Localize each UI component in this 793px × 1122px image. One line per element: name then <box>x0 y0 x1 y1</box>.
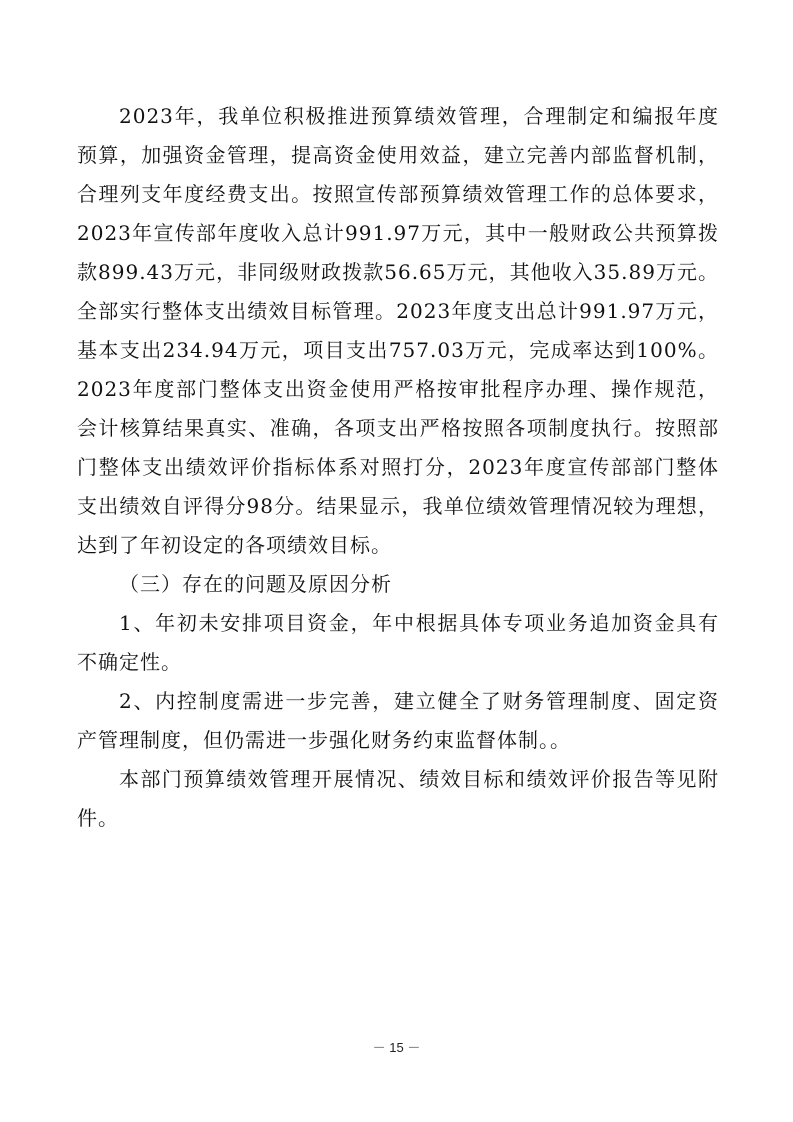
paragraph-closing: 本部门预算绩效管理开展情况、绩效目标和绩效评价报告等见附件。 <box>77 767 719 830</box>
page-number: － 15 － <box>372 1040 421 1055</box>
paragraph-problem-1: 1、年初未安排项目资金，年中根据具体专项业务追加资金具有不确定性。 <box>77 611 719 674</box>
paragraph-performance-summary: 2023年，我单位积极推进预算绩效管理，合理制定和编报年度预算，加强资金管理，提高资金使用效益，建立完善内部监督机制，合理列支年度经费支出。按照宣传部预算绩效管理工作的总体要求，2023年宣传部年度收入总计991.97万元，其中一般财政公共预算拨款899.43万元，非同级财政拨款56.65万元，其他收入35.89万元。全部实行整体支出绩效目标管理。2023年度支出总计991.97万元，基本支出234.94万元，项目支出757.03万元，完成率达到100%。2023年度部门整体支出资金使用严格按审批程序办理、操作规范，会计核算结果真实、准确，各项支出严格按照各项制度执行。按照部门整体支出绩效评价指标体系对照打分，2023年度宣传部部门整体支出绩效自评得分98分。结果显示，我单位绩效管理情况较为理想，达到了年初设定的各项绩效目标。 <box>77 104 719 557</box>
section-heading-problems: （三）存在的问题及原因分析 <box>119 572 392 596</box>
paragraph-problem-2: 2、内控制度需进一步完善，建立健全了财务管理制度、固定资产管理制度，但仍需进一步强化财务约束监督体制。。 <box>77 689 719 752</box>
body-text <box>77 97 719 838</box>
